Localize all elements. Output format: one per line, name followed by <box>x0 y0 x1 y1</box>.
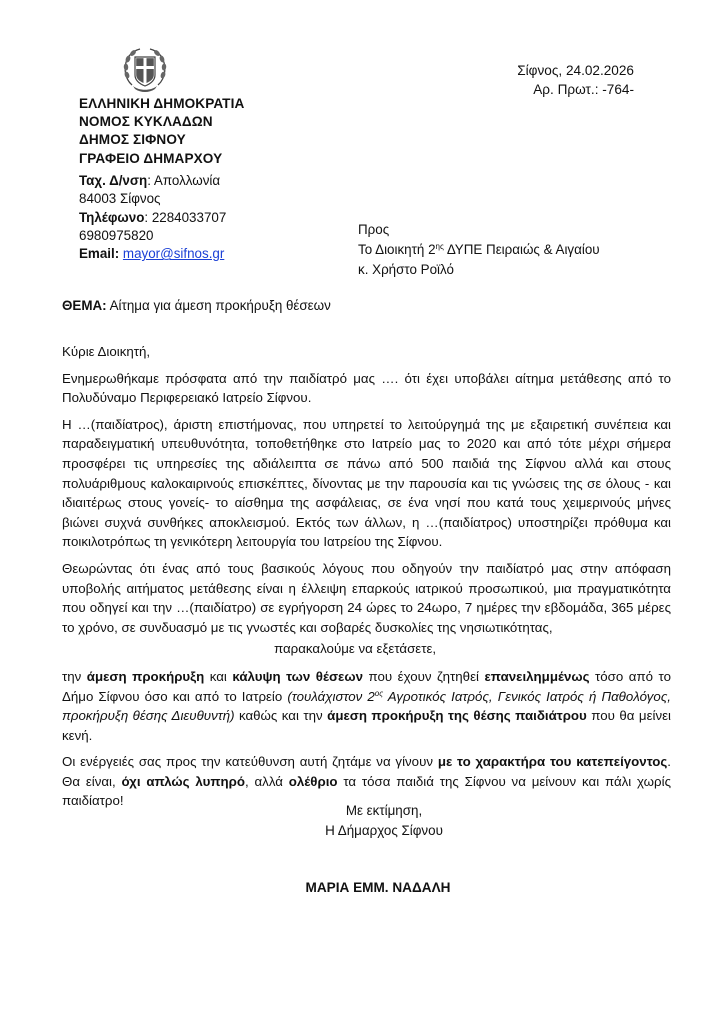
contact-block <box>79 172 226 263</box>
email-line <box>79 245 226 263</box>
recipient-line-1-pre: Το Διοικητή 2 <box>358 242 436 257</box>
org-line-municipality: ΔΗΜΟΣ ΣΙΦΝΟΥ <box>79 132 186 148</box>
postal-line: 84003 Σίφνος <box>79 191 161 207</box>
p5-text: τα τόσα παιδιά της Σίφνου να μείνουν και πάλι χωρίς παιδίατρο! <box>62 773 671 809</box>
subject-label: ΘΕΜΑ: <box>62 298 107 313</box>
p5-text: . Θα είναι, <box>62 754 671 789</box>
p4-text: καθώς και την <box>234 708 328 724</box>
request-line: παρακαλούμε να εξετάσετε, <box>274 641 437 657</box>
email-link[interactable]: mayor@sifnos.gr <box>122 246 225 262</box>
phone-label: Τηλέφωνο <box>79 209 145 225</box>
p4-bold: άμεση προκήρυξη <box>86 668 205 684</box>
signatory-name: ΜΑΡΙΑ ΕΜΜ. ΝΑΔΑΛΗ <box>305 880 451 895</box>
recipient-line-1 <box>358 240 600 260</box>
letter-body <box>62 342 671 811</box>
p5-bold: όχι απλώς λυπηρό <box>121 773 245 789</box>
p5-text: , αλλά <box>244 773 289 789</box>
p4-bold: κάλυψη των θέσεων <box>232 668 363 684</box>
address-label: Ταχ. Δ/νση <box>79 173 148 188</box>
address-line <box>79 172 226 190</box>
org-line-prefecture: ΝΟΜΟΣ ΚΥΚΛΑΔΩΝ <box>79 114 213 130</box>
p4-text: την <box>62 668 87 684</box>
p5-bold: ολέθριο <box>288 773 338 789</box>
greeting: Κύριε Διοικητή, <box>62 344 151 359</box>
p4-bold: άμεση προκήρυξη της θέσης παιδιάτρου <box>327 708 587 724</box>
phone-value: : 2284033707 <box>144 209 227 225</box>
p4-bold: επανειλημμένως <box>484 668 590 684</box>
p4-text: τόσο από το Δήμο Σίφνου όσο και από το Ιατρείο <box>62 668 671 704</box>
org-line-country: ΕΛΛΗΝΙΚΗ ΔΗΜΟΚΡΑΤΙΑ <box>79 96 245 111</box>
recipient-line-2: κ. Χρήστο Ροϊλό <box>358 262 454 277</box>
recipient-block <box>358 220 600 280</box>
place-date: Σίφνος, 24.02.2026 <box>517 63 634 78</box>
protocol-number: Αρ. Πρωτ.: -764- <box>533 82 634 97</box>
recipient-to: Προς <box>358 222 390 237</box>
p4-italic-post: Αγροτικός Ιατρός, Γενικός Ιατρός ή Παθολόγος, προκήρυξη θέσης Διευθυντή) <box>62 688 671 724</box>
p4-text: και <box>204 668 233 684</box>
closing-regards: Με εκτίμηση, <box>345 803 423 818</box>
address-value: : Απολλωνία <box>147 173 221 188</box>
p4-ordinal-sup: ος <box>374 688 384 698</box>
subject-text: Αίτημα για άμεση προκήρυξη θέσεων <box>106 298 331 313</box>
paragraph-4 <box>62 667 671 745</box>
signature-name <box>0 880 724 895</box>
paragraph-3: Θεωρώντας ότι ένας από τους βασικούς λόγους που οδηγούν την παιδίατρό μας στην απόφαση υποβολής αιτήματος μετάθεσης είναι η έλλειψη επαρκούς ιατρικού προσωπικού, μια πραγματικότητα που οδηγεί και την …(παιδίατρο) σε εγρήγορση 24 ώρες το 24ωρο, 7 ημέρες την εβδομάδα, 365 μέρες το χρόνο, σε συνδυασμό με τις γνωστές και σοβαρές δυσκολίες της νησιωτικότητας, <box>62 560 671 635</box>
p5-text: Οι ενέργειές σας προς την κατεύθυνση αυτή ζητάμε να γίνουν <box>62 754 438 770</box>
closing-block <box>0 801 724 841</box>
greek-coat-of-arms-icon <box>119 45 171 95</box>
org-line-office: ΓΡΑΦΕΙΟ ΔΗΜΑΡΧΟΥ <box>79 150 223 166</box>
p4-italic-pre: (τουλάχιστον 2 <box>287 688 375 704</box>
phone-line <box>79 209 226 227</box>
p5-bold: με το χαρακτήρα του κατεπείγοντος <box>437 754 668 770</box>
recipient-line-1-post: ΔΥΠΕ Πειραιώς & Αιγαίου <box>443 242 600 257</box>
email-label: Email: <box>79 246 120 262</box>
organization-header <box>79 95 244 168</box>
p4-text: που έχουν ζητηθεί <box>363 668 485 684</box>
paragraph-1: Ενημερωθήκαμε πρόσφατα από την παιδίατρό μας …. ότι έχει υποβάλει αίτημα μετάθεσης από το Πολυδύναμο Περιφερειακό Ιατρείο Σίφνου. <box>62 370 671 406</box>
subject-line <box>62 298 331 313</box>
closing-role: Η Δήμαρχος Σίφνου <box>325 823 443 838</box>
p4-text: που θα μείνει κενή. <box>62 708 671 743</box>
recipient-ordinal-sup: ης <box>435 242 444 251</box>
paragraph-2: Η …(παιδίατρος), άριστη επιστήμονας, που υπηρετεί το λειτούργημά της με εξαιρετική συνέπεια και παραδειγματική υπευθυνότητα, τοποθετήθηκε στο Ιατρείο μας το 2020 και από τότε μέχρι σήμερα προσφέρει τις υπηρεσίες της αδιάλειπτα σε πάνω από 500 παιδιά της Σίφνου αλλά και στους πολυάριθμους καλοκαιρινούς επισκέπτες, δίνοντας με την παρουσία και τις γνώσεις της σε όλους - και ιδιαιτέρως στους γονείς- το αίσθημα της ασφάλειας, σε ένα νησί που κατά τους χειμερινούς μήνες βιώνει συχνά συνθήκες αποκλεισμού. Εκτός των άλλων, η …(παιδίατρος) υποστηρίζει πρόθυμα και ποικιλοτρόπως τη γενικότερη λειτουργία του Ιατρείου της Σίφνου. <box>62 416 671 550</box>
mobile-line: 6980975820 <box>79 227 154 243</box>
date-protocol-block <box>517 61 634 99</box>
